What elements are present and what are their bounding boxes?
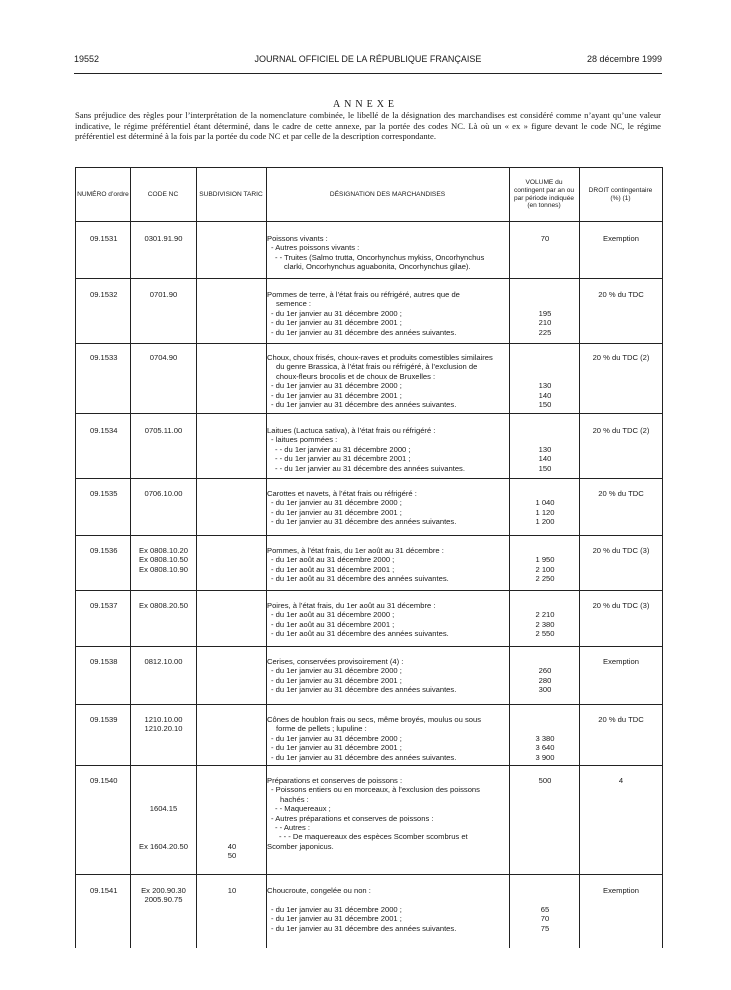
description-line: - du 1er août au 31 décembre des années suivantes. bbox=[271, 574, 449, 584]
journal-title: JOURNAL OFFICIEL DE LA RÉPUBLIQUE FRANÇAISE bbox=[254, 54, 482, 64]
duty-value: 20 % du TDC (2) bbox=[592, 353, 650, 362]
cn-code-cell bbox=[131, 715, 196, 734]
description-line: du genre Brassica, à l’état frais ou réfrigéré, à l’exclusion de bbox=[276, 362, 478, 372]
duty-value: Exemption bbox=[603, 657, 639, 666]
taric-code bbox=[197, 785, 267, 794]
description-line: Poires, à l’état frais, du 1er août au 31 décembre : bbox=[267, 601, 436, 610]
cn-code: Ex 0808.10.50 bbox=[139, 555, 188, 565]
description-line: - du 1er janvier au 31 décembre 2000 ; bbox=[271, 733, 402, 743]
volume-value: 75 bbox=[540, 923, 550, 933]
description-line bbox=[267, 895, 510, 904]
duty-cell bbox=[580, 657, 662, 666]
description-line: Poissons vivants : bbox=[267, 234, 328, 243]
cn-code: 1210.20.10 bbox=[144, 724, 183, 734]
cn-code-cell bbox=[131, 489, 196, 498]
duty-value: 20 % du TDC (2) bbox=[592, 426, 650, 435]
volume-value bbox=[510, 372, 580, 381]
volume-cell bbox=[510, 489, 580, 527]
order-number: 09.1533 bbox=[90, 353, 118, 362]
volume-value: 70 bbox=[540, 234, 550, 243]
cn-code: 0812.10.00 bbox=[144, 657, 183, 666]
order-number: 09.1538 bbox=[90, 657, 118, 666]
description-cell bbox=[267, 657, 510, 695]
taric-code: 40 bbox=[227, 841, 237, 851]
order-number-cell bbox=[90, 426, 130, 435]
volume-value bbox=[510, 362, 580, 371]
order-number: 09.1535 bbox=[90, 489, 118, 498]
order-number: 09.1532 bbox=[90, 290, 118, 299]
page-number: 19552 bbox=[74, 54, 100, 64]
description-cell bbox=[267, 546, 510, 584]
order-number-cell bbox=[90, 776, 130, 785]
cn-code bbox=[131, 795, 196, 804]
intro-text: Sans préjudice des règles pour l’interprétation de la nomenclature combinée, le libellé de la désignation des marchandises est considéré comme n’ayant qu’une valeur indicative, le régime préférentiel étant déterminé, dans le cadre de cette annexe, par la portée des codes NC. Là où un « ex » figure devant le code NC, le régime préférentiel est déterminé à la fois par la portée du code NC et par celle de la description correspondante. bbox=[75, 110, 661, 142]
volume-cell bbox=[510, 234, 580, 243]
volume-value: 130 bbox=[538, 444, 552, 454]
description-line: Pommes, à l’état frais, du 1er août au 31 décembre : bbox=[267, 546, 444, 555]
order-number-cell bbox=[90, 886, 130, 895]
volume-cell bbox=[510, 353, 580, 409]
cn-code bbox=[131, 776, 196, 785]
order-number-cell bbox=[90, 353, 130, 362]
duty-value: Exemption bbox=[603, 234, 639, 243]
volume-value: 2 210 bbox=[535, 610, 555, 620]
duty-cell bbox=[580, 886, 662, 895]
volume-value bbox=[510, 724, 580, 733]
description-line: - du 1er janvier au 31 décembre des années suivantes. bbox=[271, 327, 457, 337]
description-line: - laitues pommées : bbox=[271, 435, 338, 445]
description-cell bbox=[267, 715, 510, 762]
taric-cell bbox=[197, 886, 267, 895]
description-line: Scomber japonicus. bbox=[267, 841, 334, 851]
volume-value bbox=[510, 426, 580, 435]
volume-value: 130 bbox=[538, 381, 552, 391]
volume-value: 2 380 bbox=[535, 619, 555, 629]
volume-value: 300 bbox=[538, 685, 552, 695]
description-line: - du 1er janvier au 31 décembre 2000 ; bbox=[271, 904, 402, 914]
description-line: - du 1er janvier au 31 décembre des années suivantes. bbox=[271, 685, 457, 695]
volume-value bbox=[510, 353, 580, 362]
volume-value: 3 380 bbox=[535, 733, 555, 743]
order-number: 09.1534 bbox=[90, 426, 118, 435]
description-line: - du 1er janvier au 31 décembre 2001 ; bbox=[271, 507, 402, 517]
cn-code: Ex 0808.10.20 bbox=[139, 546, 188, 555]
description-line: - du 1er août au 31 décembre 2000 ; bbox=[271, 555, 395, 565]
description-line: - du 1er janvier au 31 décembre des années suivantes. bbox=[271, 517, 457, 527]
volume-cell bbox=[510, 715, 580, 762]
cn-code-cell bbox=[131, 776, 196, 851]
duty-cell bbox=[580, 715, 662, 724]
volume-cell bbox=[510, 546, 580, 584]
taric-code bbox=[197, 804, 267, 813]
order-number-cell bbox=[90, 234, 130, 243]
annex-title: ANNEXE bbox=[332, 99, 399, 110]
volume-value: 2 550 bbox=[535, 629, 555, 639]
duty-value: 20 % du TDC (3) bbox=[592, 546, 650, 555]
description-cell bbox=[267, 776, 510, 851]
duty-value: 4 bbox=[618, 776, 624, 785]
volume-value bbox=[510, 489, 580, 498]
duty-value: 20 % du TDC bbox=[598, 290, 644, 299]
description-line: Cerises, conservées provisoirement (4) : bbox=[267, 657, 404, 666]
description-line: - du 1er janvier au 31 décembre 2001 ; bbox=[271, 390, 402, 400]
order-number: 09.1537 bbox=[90, 601, 118, 610]
header-order-number: NUMÉRO d’ordre bbox=[77, 190, 129, 198]
cn-code-cell bbox=[131, 234, 196, 243]
description-line: - Poissons entiers ou en morceaux, à l’exclusion des poissons bbox=[271, 785, 480, 795]
description-line: - du 1er janvier au 31 décembre 2000 ; bbox=[271, 308, 402, 318]
row-divider bbox=[76, 413, 662, 414]
description-line: - - Maquereaux ; bbox=[275, 804, 331, 814]
description-line: Carottes et navets, à l’état frais ou réfrigéré : bbox=[267, 489, 417, 498]
order-number: 09.1540 bbox=[90, 776, 118, 785]
header-description: DÉSIGNATION DES MARCHANDISES bbox=[329, 190, 446, 198]
taric-code: 10 bbox=[227, 886, 237, 895]
description-line: - du 1er août au 31 décembre des années suivantes. bbox=[271, 629, 449, 639]
cn-code: Ex 0808.10.90 bbox=[139, 564, 188, 574]
volume-value: 260 bbox=[538, 666, 552, 676]
volume-value: 1 950 bbox=[535, 555, 555, 565]
duty-cell bbox=[580, 426, 662, 435]
description-line: Cônes de houblon frais ou secs, même broyés, moulus ou sous bbox=[267, 715, 482, 724]
volume-value: 1 200 bbox=[535, 517, 555, 527]
description-line: - du 1er janvier au 31 décembre 2001 ; bbox=[271, 914, 402, 924]
row-divider bbox=[76, 278, 662, 279]
duty-cell bbox=[580, 489, 662, 498]
volume-value: 3 640 bbox=[535, 743, 555, 753]
cn-code: 0705.11.00 bbox=[144, 426, 183, 435]
description-cell bbox=[267, 489, 510, 527]
volume-value bbox=[510, 601, 580, 610]
description-line: - du 1er août au 31 décembre 2000 ; bbox=[271, 610, 395, 620]
volume-cell bbox=[510, 776, 580, 785]
duty-value: Exemption bbox=[603, 886, 639, 895]
volume-value: 225 bbox=[538, 327, 552, 337]
volume-value: 150 bbox=[538, 399, 552, 409]
description-line: - du 1er janvier au 31 décembre des années suivantes. bbox=[271, 923, 457, 933]
row-divider bbox=[76, 590, 662, 591]
row-divider bbox=[76, 535, 662, 536]
description-line: Choux, choux frisés, choux-raves et produits comestibles similaires bbox=[267, 353, 493, 362]
description-line: - - du 1er janvier au 31 décembre des années suivantes. bbox=[275, 463, 465, 473]
taric-code bbox=[197, 832, 267, 841]
volume-value: 210 bbox=[538, 318, 552, 328]
cn-code: 0301.91.90 bbox=[144, 234, 183, 243]
volume-value bbox=[510, 299, 580, 308]
cn-code bbox=[131, 823, 196, 832]
duty-value: 20 % du TDC bbox=[598, 715, 644, 724]
description-line: clarki, Oncorhynchus aguabonita, Oncorhynchus gilae). bbox=[284, 262, 471, 272]
order-number: 09.1541 bbox=[90, 886, 118, 895]
header-duty: DROIT contingentaire (%) (1) bbox=[588, 186, 653, 202]
order-number-cell bbox=[90, 715, 130, 724]
cn-code bbox=[131, 814, 196, 823]
order-number: 09.1536 bbox=[90, 546, 118, 555]
description-line: hachés : bbox=[280, 794, 309, 804]
volume-value bbox=[510, 435, 580, 444]
order-number: 09.1531 bbox=[90, 234, 118, 243]
cn-code-cell bbox=[131, 546, 196, 574]
duty-cell bbox=[580, 290, 662, 299]
volume-value bbox=[510, 895, 580, 904]
description-line: - Autres préparations et conserves de poissons : bbox=[271, 813, 434, 823]
description-line: - - du 1er janvier au 31 décembre 2000 ; bbox=[275, 444, 411, 454]
duty-value: 20 % du TDC bbox=[598, 489, 644, 498]
description-cell bbox=[267, 353, 510, 409]
description-line: Choucroute, congelée ou non : bbox=[267, 886, 371, 895]
header-rule bbox=[74, 73, 662, 74]
row-divider bbox=[76, 478, 662, 479]
header-rule-bottom bbox=[76, 221, 662, 222]
row-divider bbox=[76, 704, 662, 705]
order-number-cell bbox=[90, 290, 130, 299]
cn-code: Ex 0808.20.50 bbox=[139, 601, 188, 610]
volume-cell bbox=[510, 601, 580, 639]
volume-value: 195 bbox=[538, 308, 552, 318]
volume-value: 70 bbox=[540, 914, 550, 924]
cn-code bbox=[131, 832, 196, 841]
cn-code: Ex 200.90.30 bbox=[141, 886, 186, 895]
description-line: semence : bbox=[276, 299, 312, 309]
page-header bbox=[74, 54, 662, 68]
volume-value: 150 bbox=[538, 463, 552, 473]
description-line: - du 1er janvier au 31 décembre des années suivantes. bbox=[271, 399, 457, 409]
cn-code: 0701.90 bbox=[149, 290, 178, 299]
description-line: Pommes de terre, à l’état frais ou réfrigéré, autres que de bbox=[267, 290, 460, 299]
row-divider bbox=[76, 343, 662, 344]
volume-value: 1 120 bbox=[535, 507, 555, 517]
volume-value: 1 040 bbox=[535, 498, 555, 508]
description-line: - du 1er janvier au 31 décembre 2001 ; bbox=[271, 318, 402, 328]
volume-value: 2 250 bbox=[535, 574, 555, 584]
description-line: - - du 1er janvier au 31 décembre 2001 ; bbox=[275, 454, 411, 464]
volume-value bbox=[510, 546, 580, 555]
volume-value bbox=[510, 715, 580, 724]
taric-code bbox=[197, 814, 267, 823]
cn-code: Ex 1604.20.50 bbox=[139, 841, 188, 851]
duty-value: 20 % du TDC (3) bbox=[592, 601, 650, 610]
cn-code: 1210.10.00 bbox=[144, 715, 183, 724]
issue-date: 28 décembre 1999 bbox=[586, 54, 662, 64]
volume-cell bbox=[510, 426, 580, 473]
order-number-cell bbox=[90, 657, 130, 666]
description-line: - du 1er août au 31 décembre 2001 ; bbox=[271, 619, 395, 629]
cn-code-cell bbox=[131, 657, 196, 666]
duty-cell bbox=[580, 601, 662, 610]
description-line: - du 1er janvier au 31 décembre des années suivantes. bbox=[271, 752, 457, 762]
volume-value: 65 bbox=[540, 904, 550, 914]
description-cell bbox=[267, 290, 510, 337]
description-line: - du 1er janvier au 31 décembre 2000 ; bbox=[271, 498, 402, 508]
volume-value bbox=[510, 657, 580, 666]
quota-table bbox=[75, 167, 663, 948]
volume-value: 500 bbox=[538, 776, 552, 785]
description-cell bbox=[267, 234, 510, 272]
cn-code-cell bbox=[131, 601, 196, 610]
duty-cell bbox=[580, 234, 662, 243]
row-divider bbox=[76, 874, 662, 875]
order-number-cell bbox=[90, 546, 130, 555]
header-taric: SUBDIVISION TARIC bbox=[199, 190, 263, 198]
description-cell bbox=[267, 426, 510, 473]
volume-cell bbox=[510, 290, 580, 337]
cn-code: 2005.90.75 bbox=[144, 895, 183, 905]
order-number-cell bbox=[90, 489, 130, 498]
cn-code-cell bbox=[131, 886, 196, 905]
cn-code: 0704.90 bbox=[149, 353, 178, 362]
description-line: forme de pellets ; lupuline : bbox=[276, 724, 367, 734]
description-line: Laitues (Lactuca sativa), à l’état frais ou réfrigéré : bbox=[267, 426, 436, 435]
description-line: - du 1er janvier au 31 décembre 2001 ; bbox=[271, 743, 402, 753]
taric-code bbox=[197, 776, 267, 785]
header-cn-code: CODE NC bbox=[147, 190, 179, 198]
duty-cell bbox=[580, 353, 662, 362]
cn-code-cell bbox=[131, 290, 196, 299]
volume-value: 140 bbox=[538, 454, 552, 464]
description-line: - du 1er août au 31 décembre 2001 ; bbox=[271, 564, 395, 574]
header-volume: VOLUME du contingent par an ou par période indiquée (en tonnes) bbox=[513, 179, 575, 210]
duty-cell bbox=[580, 546, 662, 555]
taric-cell bbox=[197, 776, 267, 861]
description-line: - - Autres : bbox=[275, 822, 311, 832]
intro-paragraph bbox=[75, 110, 661, 142]
description-line: - - Truites (Salmo trutta, Oncorhynchus mykiss, Oncorhynchus bbox=[275, 252, 485, 262]
cn-code-cell bbox=[131, 353, 196, 362]
volume-value bbox=[510, 290, 580, 299]
volume-cell bbox=[510, 657, 580, 695]
description-line: choux-fleurs brocolis et de choux de Bruxelles : bbox=[276, 371, 436, 381]
volume-value: 280 bbox=[538, 675, 552, 685]
description-line: - du 1er janvier au 31 décembre 2000 ; bbox=[271, 666, 402, 676]
description-cell bbox=[267, 886, 510, 933]
volume-value: 140 bbox=[538, 390, 552, 400]
description-line: - du 1er janvier au 31 décembre 2001 ; bbox=[271, 675, 402, 685]
description-line: Préparations et conserves de poissons : bbox=[267, 776, 403, 785]
description-cell bbox=[267, 601, 510, 639]
row-divider bbox=[76, 765, 662, 766]
description-line: - du 1er janvier au 31 décembre 2000 ; bbox=[271, 381, 402, 391]
description-line: - - - De maquereaux des espèces Scomber scombrus et bbox=[279, 832, 468, 842]
volume-value: 2 100 bbox=[535, 564, 555, 574]
volume-cell bbox=[510, 886, 580, 933]
cn-code: 1604.15 bbox=[149, 804, 178, 814]
description-line: - Autres poissons vivants : bbox=[271, 243, 360, 253]
taric-code: 50 bbox=[227, 851, 237, 861]
order-number: 09.1539 bbox=[90, 715, 118, 724]
volume-value bbox=[510, 886, 580, 895]
cn-code: 0706.10.00 bbox=[144, 489, 183, 498]
duty-cell bbox=[580, 776, 662, 785]
cn-code-cell bbox=[131, 426, 196, 435]
order-number-cell bbox=[90, 601, 130, 610]
cn-code bbox=[131, 785, 196, 794]
row-divider bbox=[76, 646, 662, 647]
volume-value: 3 900 bbox=[535, 752, 555, 762]
taric-code bbox=[197, 823, 267, 832]
taric-code bbox=[197, 795, 267, 804]
